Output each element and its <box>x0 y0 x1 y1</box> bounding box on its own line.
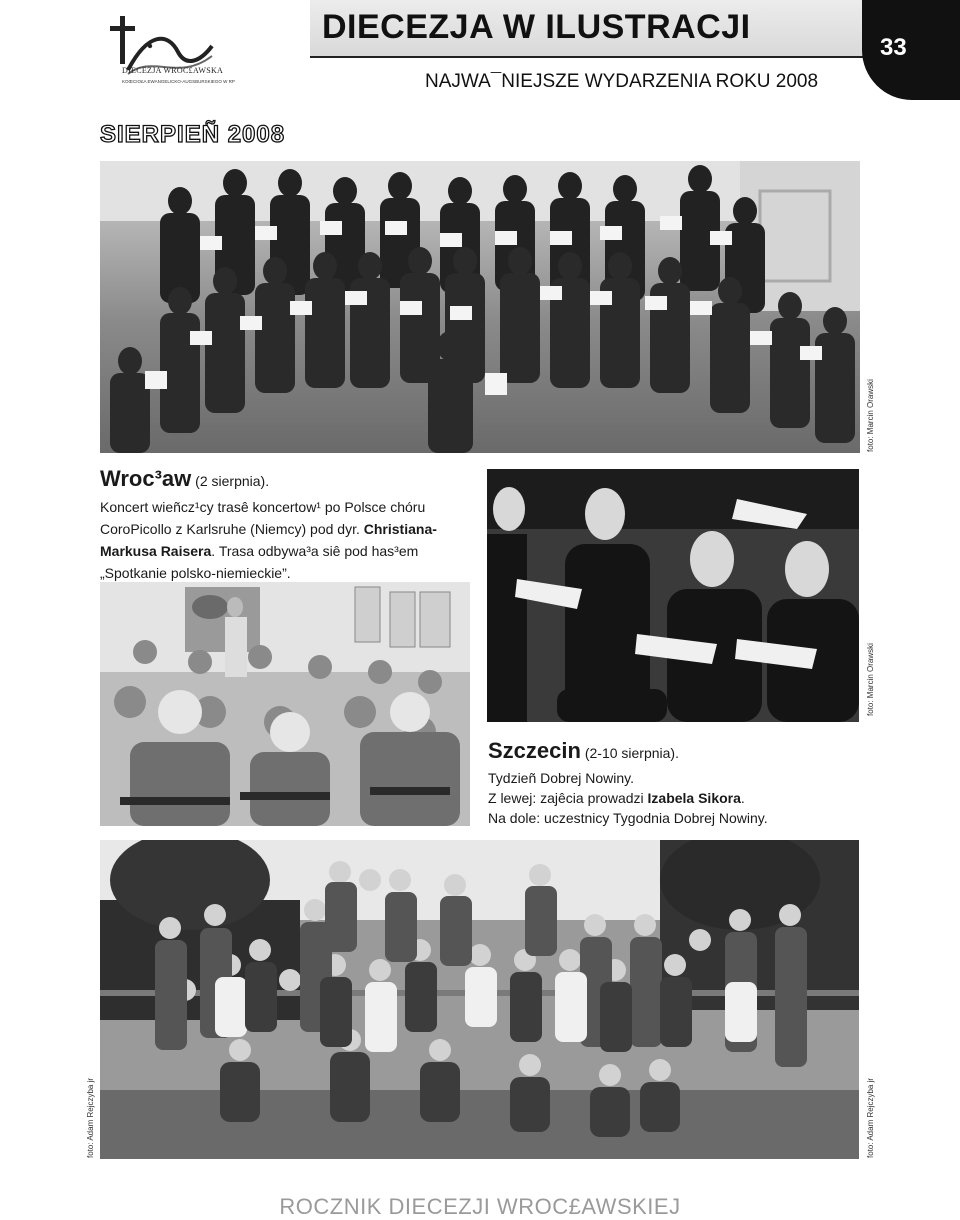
caption-text: CoroPicollo z Karlsruhe (Niemcy) pod dyr. <box>100 521 364 537</box>
caption-city: Szczecin <box>488 738 581 763</box>
photo-credit: foto: Adam Rejczyba jr <box>866 1077 875 1158</box>
page-number: 33 <box>880 34 907 61</box>
caption-text-line: Koncert wieñcz¹cy trasê koncertow¹ po Polsce chóru <box>100 499 426 515</box>
page-subtitle: NAJWA¯NIEJSZE WYDARZENIA ROKU 2008 <box>425 71 819 92</box>
caption-text-line <box>100 540 470 562</box>
caption-szczecin <box>488 736 868 828</box>
caption-text-line: Tydzieñ Dobrej Nowiny. <box>488 770 635 786</box>
group-photo <box>100 840 859 1159</box>
header-rule <box>310 56 880 58</box>
caption-person: Markusa Raisera <box>100 543 212 559</box>
photo-credit: foto: Adam Rejczyba jr <box>86 1077 95 1158</box>
caption-text-line: „Spotkanie polsko-niemieckie”. <box>100 565 291 581</box>
caption-text-line: Na dole: uczestnicy Tygodnia Dobrej Nowiny. <box>488 810 768 826</box>
logo-subtitle: KOŒCIO£A EWANGELICKO-AUGSBURSKIEGO W RP <box>122 79 235 84</box>
caption-text: . <box>740 790 745 806</box>
caption-wroclaw <box>100 464 470 584</box>
caption-person: Christiana- <box>363 521 437 537</box>
caption-person: Izabela Sikora <box>647 790 741 806</box>
caption-text: Z lewej: zajêcia prowadzi <box>488 790 648 806</box>
photo-credit: foto: Marcin Orawski <box>866 379 875 452</box>
caption-date: (2 sierpnia). <box>195 473 270 489</box>
caption-text-line <box>488 788 868 808</box>
month-heading: SIERPIEÑ 2008 <box>100 121 286 148</box>
singers-photo <box>487 469 859 722</box>
caption-date: (2-10 sierpnia). <box>584 745 679 761</box>
choir-photo <box>100 161 860 453</box>
page-title: DIECEZJA W ILUSTRACJI <box>322 8 751 46</box>
caption-city: Wroc³aw <box>100 466 192 491</box>
classroom-photo <box>100 582 470 826</box>
page-footer: ROCZNIK DIECEZJI WROC£AWSKIEJ <box>279 1194 681 1219</box>
photo-credit: foto: Marcin Orawski <box>866 643 875 716</box>
page-number-tab <box>862 0 960 100</box>
caption-text: . Trasa odbywa³a siê pod has³em <box>211 543 419 559</box>
caption-text-line <box>100 518 470 540</box>
logo-name: DIECEZJA WROC£AWSKA <box>122 66 224 75</box>
